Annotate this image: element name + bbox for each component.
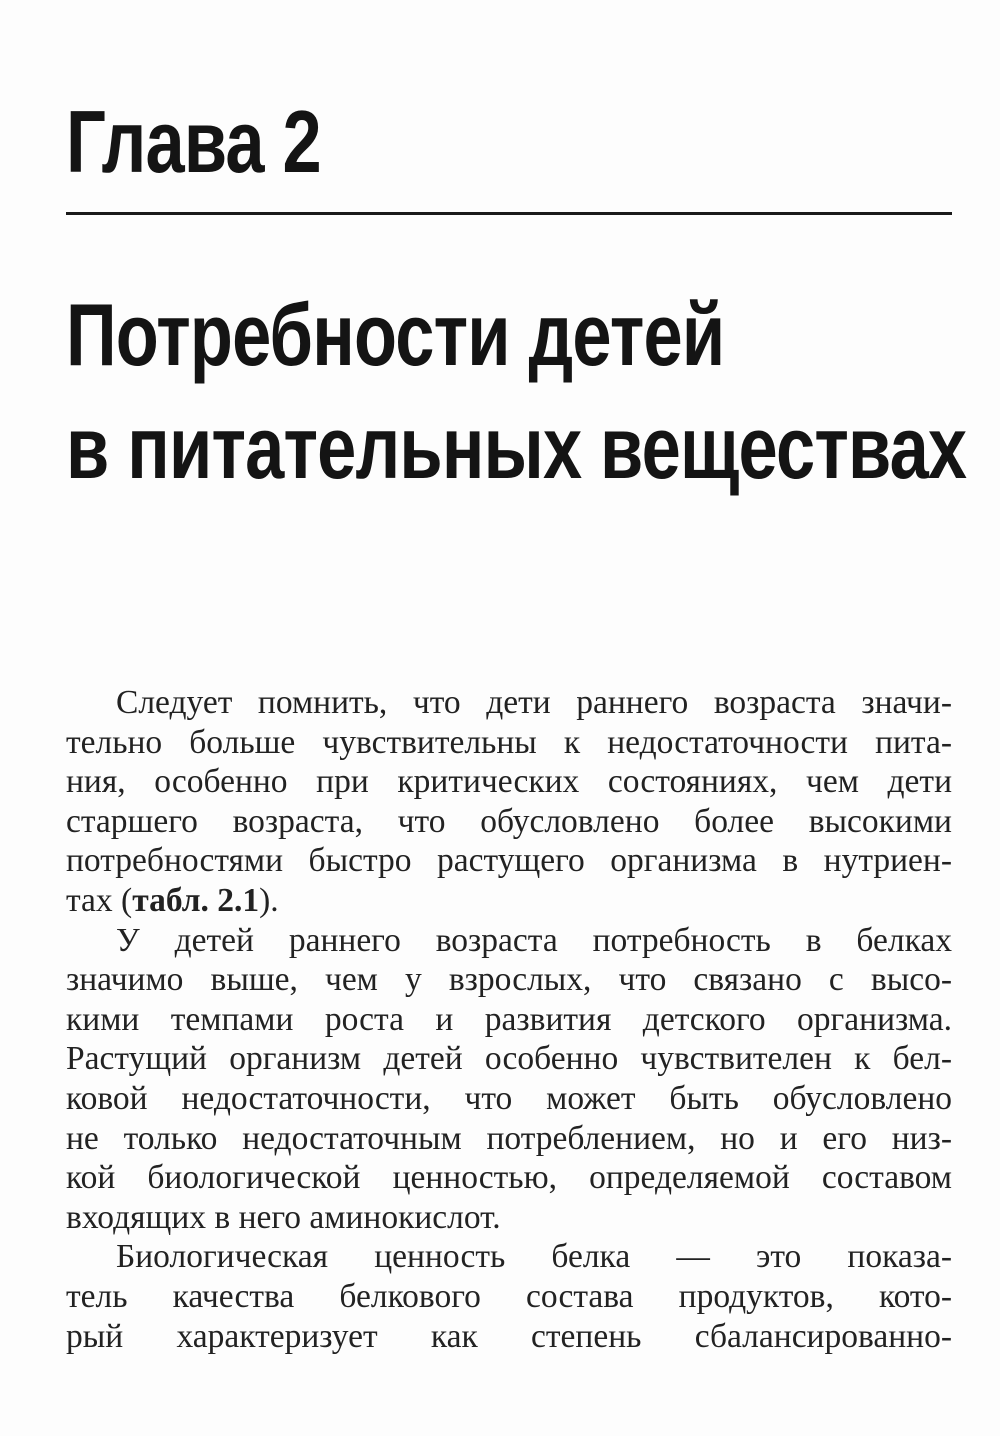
table-reference-link[interactable]: табл. 2.1 bbox=[132, 881, 260, 919]
paragraph-1-last-suffix: ). bbox=[259, 881, 279, 919]
body-text bbox=[66, 683, 952, 1356]
paragraph-3-line-1: Биологическая ценность белка — это показа- bbox=[116, 1238, 952, 1276]
paragraph-1-line-3: ния, особенно при критических состояниях, чем дети bbox=[66, 763, 952, 801]
chapter-label: Глава 2 bbox=[66, 92, 321, 191]
paragraph-2-line-6: не только недостаточным потреблением, но и его низ- bbox=[66, 1119, 952, 1157]
chapter-divider bbox=[66, 212, 952, 215]
paragraph-3-line-2: тель качества белкового состава продуктов, кото- bbox=[66, 1277, 952, 1315]
chapter-title-line-2: в питательных веществах bbox=[66, 398, 967, 497]
paragraph-2-line-4: Растущий организм детей особенно чувствителен к бел- bbox=[66, 1040, 952, 1078]
paragraph-2-line-2: значимо выше, чем у взрослых, что связано с высо- bbox=[66, 961, 952, 999]
paragraph-2-line-1: У детей раннего возраста потребность в белках bbox=[116, 921, 952, 959]
paragraph-2-line-3: кими темпами роста и развития детского организма. bbox=[66, 1000, 952, 1038]
paragraph-1-line-2: тельно больше чувствительны к недостаточности пита- bbox=[66, 723, 952, 761]
paragraph-2-line-8: входящих в него аминокислот. bbox=[66, 1198, 501, 1236]
paragraph-3-line-3: рый характеризует как степень сбалансированно- bbox=[66, 1317, 952, 1355]
paragraph-1-line-6 bbox=[66, 881, 952, 921]
paragraph-1-line-1: Следует помнить, что дети раннего возраста значи- bbox=[116, 684, 952, 721]
paragraph-2-line-7: кой биологической ценностью, определяемой составом bbox=[66, 1159, 952, 1197]
chapter-title-line-1: Потребности детей bbox=[66, 285, 725, 384]
chapter-title bbox=[66, 278, 966, 504]
paragraph-1-last-prefix: тах ( bbox=[66, 881, 133, 919]
paragraph-2-line-5: ковой недостаточности, что может быть обусловлено bbox=[66, 1079, 952, 1117]
paragraph-1-line-4: старшего возраста, что обусловлено более высокими bbox=[66, 802, 952, 840]
paragraph-1-line-5: потребностями быстро растущего организма в нутриен- bbox=[66, 842, 952, 880]
